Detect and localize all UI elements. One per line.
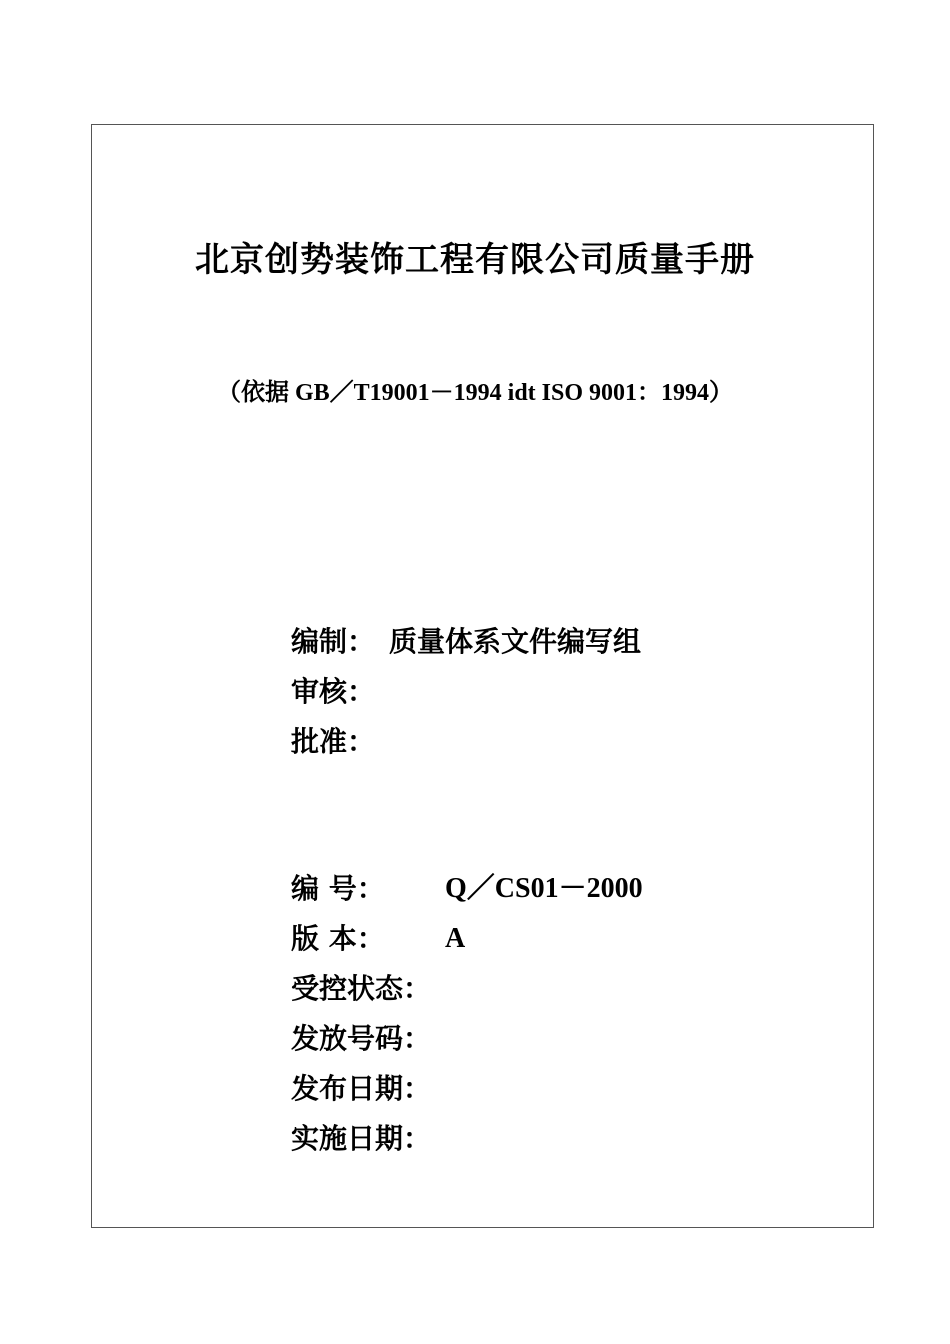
version-label-part2: 本： [328,922,385,955]
version-row [291,914,643,964]
document-number-label [291,864,431,914]
release-date-row [291,1064,643,1114]
document-number-value: Q／CS01－2000 [445,873,643,904]
document-title: 北京创势装饰工程有限公司质量手册 [195,240,755,280]
effective-date-row [291,1114,643,1164]
approved-by-row [291,717,641,767]
distribution-number-label: 发放号码： [291,1022,432,1055]
prepared-by-row [291,617,641,667]
reviewed-by-row [291,667,641,717]
reviewed-by-label: 审核： [291,675,376,708]
version-value: A [445,923,466,954]
document-number-label-part2: 号： [328,872,385,905]
release-date-label: 发布日期： [291,1072,432,1105]
control-status-label: 受控状态： [291,972,432,1005]
approved-by-label: 批准： [291,725,376,758]
control-status-row [291,964,643,1014]
prepared-by-label: 编制： [291,625,376,658]
distribution-number-row [291,1014,643,1064]
document-number-row [291,864,643,914]
control-block [291,864,643,1164]
effective-date-label: 实施日期： [291,1122,432,1155]
version-label [291,914,431,964]
approval-block [291,617,641,767]
document-number-label-part1: 编 [291,872,320,905]
standard-basis: （依据 GB／T19001－1994 idt ISO 9001：1994） [216,380,734,406]
prepared-by-value: 质量体系文件编写组 [389,625,642,658]
version-label-part1: 版 [291,922,320,955]
